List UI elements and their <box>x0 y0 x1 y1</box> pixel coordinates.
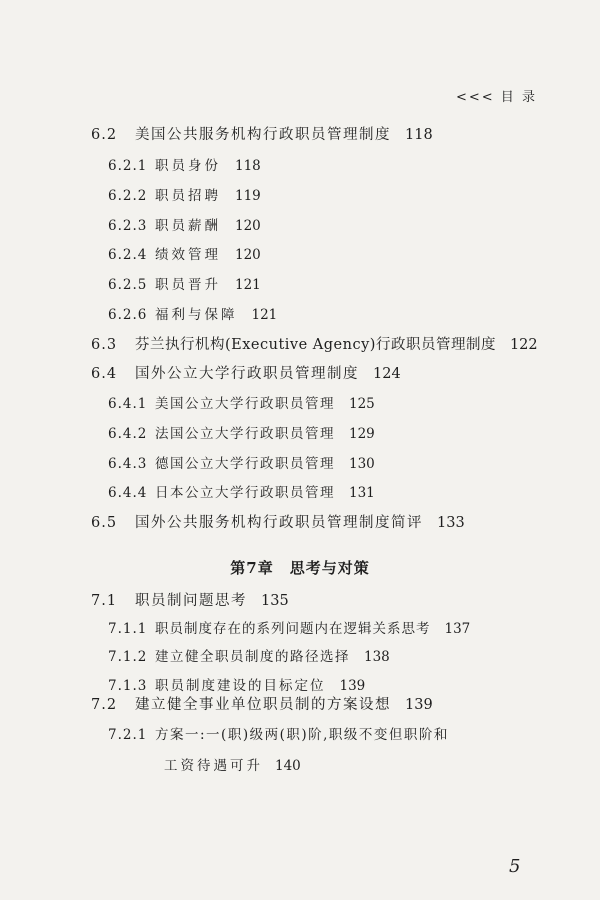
toc-entry <box>108 726 449 744</box>
chapter-heading <box>0 557 600 578</box>
entry-title: 建立健全事业单位职员制的方案设想 <box>135 697 391 713</box>
toc-entry <box>108 677 365 695</box>
entry-page: 135 <box>261 593 289 609</box>
entry-title: 方案一:一(职)级两(职)阶,职级不变但职阶和 <box>155 727 449 743</box>
entry-number: 6.4.1 <box>108 396 148 412</box>
entry-title: 职员招聘 <box>155 188 221 204</box>
entry-page: 133 <box>437 515 465 531</box>
toc-entry <box>108 648 390 666</box>
chapter-title: 思考与对策 <box>289 559 370 577</box>
entry-number: 6.3 <box>91 337 118 353</box>
entry-title: 法国公立大学行政职员管理 <box>155 426 335 442</box>
entry-title: 美国公共服务机构行政职员管理制度 <box>135 127 391 143</box>
entry-number: 6.4.4 <box>108 485 148 501</box>
entry-page: 120 <box>235 247 261 263</box>
entry-page: 139 <box>339 678 366 694</box>
entry-number: 6.2.3 <box>108 218 148 234</box>
entry-number: 7.1 <box>91 593 118 609</box>
entry-title: 职员身份 <box>155 158 221 174</box>
entry-number: 7.1.1 <box>108 621 148 637</box>
entry-title: 职员制度存在的系列问题内在逻辑关系思考 <box>155 621 431 637</box>
entry-number: 7.1.2 <box>108 649 148 665</box>
toc-entry <box>108 246 261 264</box>
entry-page: 130 <box>349 456 375 472</box>
entry-title: 芬兰执行机构(Executive Agency)行政职员管理制度 <box>135 337 496 353</box>
entry-title: 职员薪酬 <box>155 218 221 234</box>
toc-entry <box>108 187 261 205</box>
toc-entry <box>91 336 538 354</box>
toc-entry <box>108 455 375 473</box>
entry-title: 建立健全职员制度的路径选择 <box>155 649 350 665</box>
entry-title: 德国公立大学行政职员管理 <box>155 456 335 472</box>
page-number: 5 <box>509 856 521 877</box>
entry-page: 119 <box>235 188 261 204</box>
entry-page: 129 <box>349 426 375 442</box>
entry-page: 124 <box>373 366 401 382</box>
entry-number: 7.1.3 <box>108 678 148 694</box>
entry-page: 122 <box>509 337 538 353</box>
entry-number: 6.2.6 <box>108 307 148 323</box>
toc-entry <box>108 157 261 175</box>
toc-entry <box>108 484 375 502</box>
entry-page: 137 <box>444 621 471 637</box>
toc-entry <box>91 514 465 532</box>
entry-page: 139 <box>405 697 433 713</box>
entry-number: 6.2.4 <box>108 247 148 263</box>
entry-page: 121 <box>251 307 278 323</box>
toc-entry <box>108 395 375 413</box>
entry-title: 绩效管理 <box>155 247 221 263</box>
toc-entry <box>108 217 261 235</box>
entry-title: 美国公立大学行政职员管理 <box>155 396 335 412</box>
toc-entry <box>108 276 261 294</box>
entry-number: 6.2.5 <box>108 277 148 293</box>
entry-page: 121 <box>235 277 261 293</box>
toc-entry <box>91 126 433 144</box>
entry-title: 职员制问题思考 <box>135 593 247 609</box>
entry-number: 6.4 <box>91 366 118 382</box>
toc-entry <box>91 365 401 383</box>
entry-title: 国外公立大学行政职员管理制度 <box>135 366 359 382</box>
entry-title: 国外公共服务机构行政职员管理制度简评 <box>135 515 423 531</box>
toc-entry-continuation <box>164 754 301 774</box>
toc-entry <box>108 620 470 638</box>
running-header: <<< 目 录 <box>456 90 537 105</box>
entry-page: 131 <box>349 485 375 501</box>
entry-number: 6.5 <box>91 515 118 531</box>
entry-number: 6.2.2 <box>108 188 148 204</box>
entry-title: 工资待遇可升 <box>164 758 263 774</box>
entry-title: 职员晋升 <box>155 277 221 293</box>
entry-page: 118 <box>405 127 433 143</box>
toc-entry <box>108 306 277 324</box>
entry-number: 7.2 <box>91 697 118 713</box>
entry-page: 138 <box>364 649 390 665</box>
entry-page: 125 <box>349 396 375 412</box>
toc-entry <box>91 696 433 714</box>
entry-number: 6.4.3 <box>108 456 148 472</box>
chapter-label: 第7章 <box>230 559 274 577</box>
entry-number: 6.4.2 <box>108 426 148 442</box>
entry-page: 140 <box>275 758 301 774</box>
entry-title: 日本公立大学行政职员管理 <box>155 485 335 501</box>
entry-number: 6.2 <box>91 127 118 143</box>
entry-page: 120 <box>235 218 261 234</box>
toc-entry <box>91 592 289 610</box>
entry-number: 7.2.1 <box>108 727 148 743</box>
entry-title: 福利与保障 <box>155 307 238 323</box>
toc-entry <box>108 425 375 443</box>
entry-number: 6.2.1 <box>108 158 148 174</box>
entry-page: 118 <box>235 158 261 174</box>
entry-title: 职员制度建设的目标定位 <box>155 678 326 694</box>
